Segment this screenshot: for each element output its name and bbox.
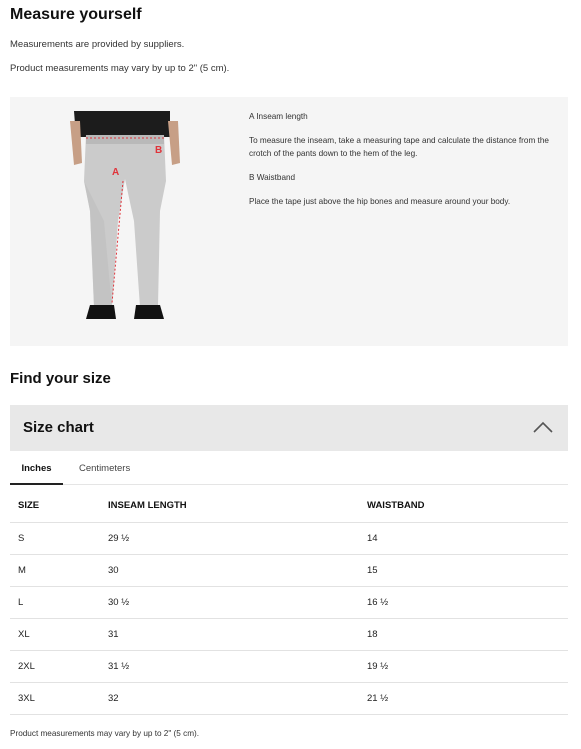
marker-label-a: A [112, 167, 120, 178]
sweatpants-measure-illustration [70, 111, 188, 323]
table-row [10, 586, 568, 618]
table-header-row [10, 489, 568, 522]
suppliers-note: Measurements are provided by suppliers. [10, 39, 185, 50]
marker-label-b: B [155, 145, 163, 156]
column-header-size: SIZE [10, 489, 108, 522]
waistband-cell: 21 ½ [367, 682, 568, 714]
size-cell: L [10, 586, 108, 618]
inseam-cell: 32 [108, 682, 367, 714]
variance-note: Product measurements may vary by up to 2" (5 cm). [10, 63, 230, 74]
inseam-cell: 31 ½ [108, 650, 367, 682]
waistband-cell: 16 ½ [367, 586, 568, 618]
inseam-cell: 31 [108, 618, 367, 650]
table-row [10, 650, 568, 682]
inseam-description: To measure the inseam, take a measuring tape and calculate the distance from the crotch of the pants down to the hem of the leg. [249, 136, 549, 158]
measure-guide-panel [10, 97, 568, 346]
size-cell: 3XL [10, 682, 108, 714]
size-cell: M [10, 554, 108, 586]
page-title: Measure yourself [10, 6, 142, 23]
unit-tabs [10, 452, 568, 485]
size-chart-accordion-toggle[interactable] [10, 405, 568, 451]
inseam-cell: 30 [108, 554, 367, 586]
size-table [10, 489, 568, 715]
measure-instructions [249, 111, 559, 220]
waistband-cell: 14 [367, 522, 568, 554]
tab-centimeters[interactable]: Centimeters [79, 463, 131, 474]
find-size-title: Find your size [10, 370, 111, 387]
size-cell: XL [10, 618, 108, 650]
chevron-up-icon [532, 420, 554, 434]
tab-inches[interactable]: Inches [10, 452, 63, 485]
waistband-cell: 15 [367, 554, 568, 586]
table-row [10, 522, 568, 554]
measurement-footnote: Product measurements may vary by up to 2" (5 cm). [10, 729, 200, 738]
column-header-inseam: INSEAM LENGTH [108, 489, 367, 522]
table-row [10, 554, 568, 586]
inseam-cell: 29 ½ [108, 522, 367, 554]
size-cell: S [10, 522, 108, 554]
inseam-title: A Inseam length [249, 112, 308, 121]
waistband-title: B Waistband [249, 172, 296, 182]
size-chart-title: Size chart [23, 419, 94, 436]
inseam-cell: 30 ½ [108, 586, 367, 618]
waistband-cell: 18 [367, 618, 568, 650]
waistband-cell: 19 ½ [367, 650, 568, 682]
table-row [10, 618, 568, 650]
waistband-description: Place the tape just above the hip bones and measure around your body. [249, 196, 511, 206]
column-header-waistband: WAISTBAND [367, 489, 568, 522]
size-cell: 2XL [10, 650, 108, 682]
table-row [10, 682, 568, 714]
